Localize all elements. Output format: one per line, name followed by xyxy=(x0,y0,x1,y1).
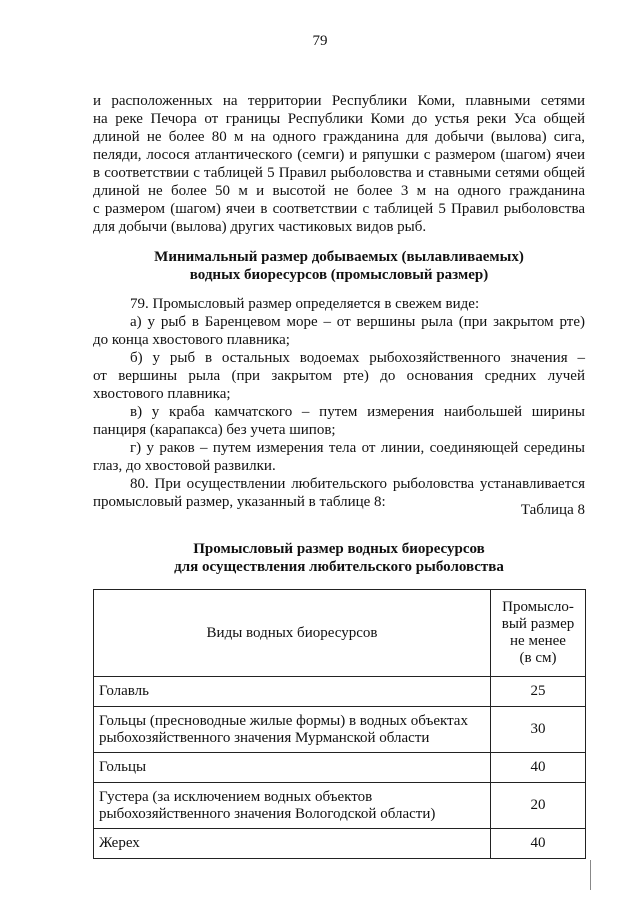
body-line: 80. При осуществлении любительского рыболовства устанавливается xyxy=(130,476,585,492)
intro-line: длиной не более 50 м и высотой не более 3 м на одного гражданина xyxy=(93,183,585,199)
intro-paragraph xyxy=(93,92,585,236)
table-caption: Таблица 8 xyxy=(520,502,585,518)
body-line: глаз, до хвостовой развилки. xyxy=(93,458,276,474)
species-line: Гольцы xyxy=(99,759,147,775)
table-row xyxy=(94,783,586,829)
intro-line: в соответствии с таблицей 5 Правил рыболовства и ставными сетями общей xyxy=(93,165,585,181)
body-line: панциря (карапакса) без учета шипов; xyxy=(93,422,336,438)
table-heading-line-1: Промысловый размер водных биоресурсов xyxy=(193,541,485,557)
body-line: г) у раков – путем измерения тела от линии, соединяющей середины xyxy=(130,440,585,456)
species-cell xyxy=(94,677,491,707)
body-line: а) у рыб в Баренцевом море – от вершины рыла (при закрытом рте) xyxy=(130,314,585,330)
species-line: рыбохозяйственного значения Вологодской области) xyxy=(99,805,436,822)
species-cell xyxy=(94,753,491,783)
size-cell: 30 xyxy=(491,707,586,753)
table-heading xyxy=(93,540,585,576)
intro-line: на реке Печора от границы Республики Коми до устья реки Уса общей xyxy=(93,111,585,127)
species-line: Жерех xyxy=(99,835,140,851)
table-row xyxy=(94,707,586,753)
intro-line: и расположенных на территории Республики Коми, плавными сетями xyxy=(93,93,585,109)
table-row xyxy=(94,829,586,859)
species-cell xyxy=(94,783,491,829)
body-line: до конца хвостового плавника; xyxy=(93,332,290,348)
body-line: в) у краба камчатского – путем измерения наибольшей ширины xyxy=(130,404,585,420)
table-row xyxy=(94,677,586,707)
section-heading xyxy=(93,248,585,284)
body-line: хвостового плавника; xyxy=(93,386,231,402)
species-line: Голавль xyxy=(99,683,150,699)
header-size-line: Промысло- xyxy=(502,599,574,615)
section-heading-line-1: Минимальный размер добываемых (вылавливаемых) xyxy=(154,249,524,265)
table-heading-line-2: для осуществления любительского рыболовства xyxy=(174,559,504,575)
body-paragraphs xyxy=(93,295,585,511)
fish-size-table xyxy=(93,589,586,859)
header-size-line: вый размер xyxy=(501,616,575,632)
body-line: промысловый размер, указанный в таблице 8: xyxy=(93,494,386,510)
body-line: б) у рыб в остальных водоемах рыбохозяйственного значения – xyxy=(130,350,585,366)
table-header-row xyxy=(94,590,586,677)
size-cell: 40 xyxy=(491,829,586,859)
intro-line: для добычи (вылова) других частиковых видов рыб. xyxy=(93,219,427,235)
intro-line: длиной не более 80 м на одного гражданина для добычи (вылова) сига, xyxy=(93,129,585,145)
table-row xyxy=(94,753,586,783)
size-cell: 25 xyxy=(491,677,586,707)
header-species: Виды водных биоресурсов xyxy=(94,590,491,677)
header-size xyxy=(491,590,586,677)
header-size-line: не менее xyxy=(510,633,566,649)
intro-line: с размером (шагом) ячеи в соответствии с таблицей 5 Правил рыболовства xyxy=(93,201,585,217)
species-line: Гольцы (пресноводные жилые формы) в водных объектах xyxy=(99,712,468,729)
body-line: 79. Промысловый размер определяется в свежем виде: xyxy=(130,296,480,312)
species-line: рыбохозяйственного значения Мурманской области xyxy=(99,729,430,746)
size-cell: 20 xyxy=(491,783,586,829)
intro-line: пеляди, лосося атлантического (семги) и ряпушки с размером (шагом) ячеи xyxy=(93,147,585,163)
species-cell xyxy=(94,829,491,859)
species-line: Густера (за исключением водных объектов xyxy=(99,788,373,805)
header-size-line: (в см) xyxy=(519,650,557,666)
scan-edge-mark xyxy=(590,860,591,890)
species-cell xyxy=(94,707,491,753)
section-heading-line-2: водных биоресурсов (промысловый размер) xyxy=(189,267,489,283)
size-cell: 40 xyxy=(491,753,586,783)
page-number: 79 xyxy=(312,33,328,49)
body-line: от вершины рыла (при закрытом рте) до основания средних лучей xyxy=(93,368,585,384)
